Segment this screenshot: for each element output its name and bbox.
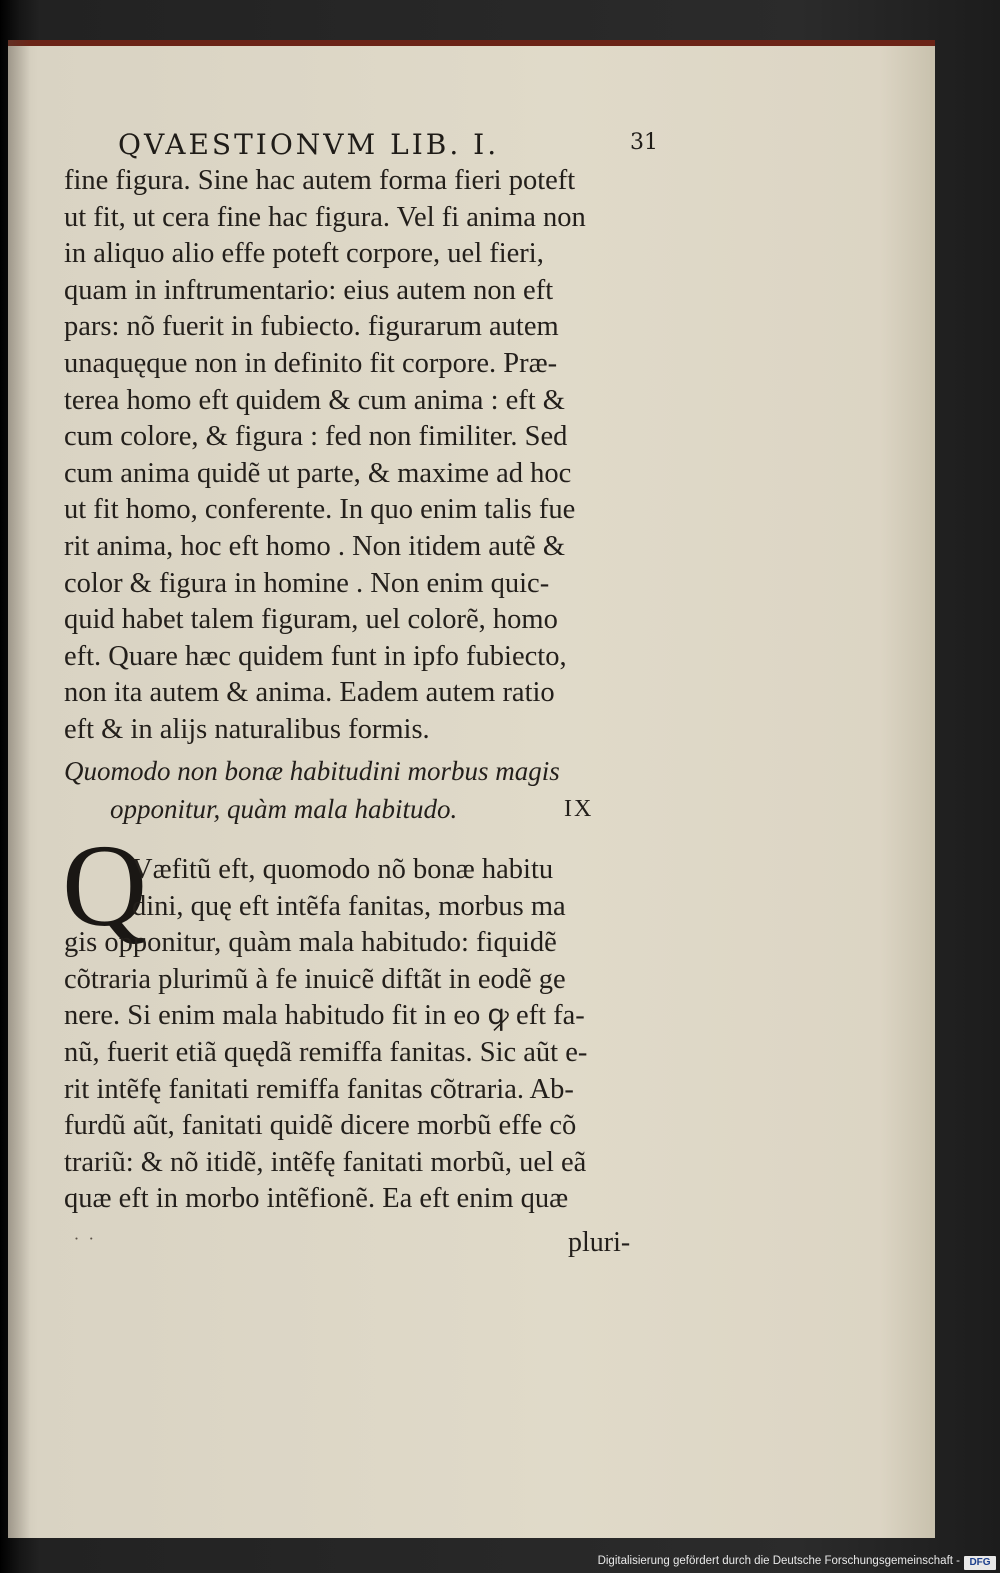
- text-line: quid habet talem figuram, uel colorẽ, homo: [64, 604, 558, 636]
- text-line: ut fit, ut cera fine hac figura. Vel fi anima non: [64, 201, 586, 233]
- gutter-shadow: [8, 40, 30, 1538]
- text-line: unaquęque non in definito fit corpore. Præ-: [64, 347, 558, 379]
- text-line: terea homo eft quidem & cum anima : eft &: [64, 384, 565, 416]
- text-line: ut fit homo, conferente. In quo enim talis fue: [64, 494, 576, 526]
- section-heading: [64, 752, 664, 828]
- text-line: gis opponitur, quàm mala habitudo: fiquidẽ: [64, 927, 557, 959]
- text-line: cum colore, & figura : fed non fimiliter. Sed: [64, 421, 568, 453]
- text-line: cum anima quidẽ ut parte, & maxime ad hoc: [64, 457, 572, 489]
- section-number: IX: [564, 796, 594, 822]
- text-line: trariũ: & nõ itidẽ, intẽfę fanitati morbũ, uel eã: [64, 1146, 587, 1178]
- text-line: quam in inftrumentario: eius autem non eft: [64, 274, 554, 306]
- dfg-logo: DFG: [964, 1556, 996, 1570]
- text-line: Væfitũ eft, quomodo nõ bonæ habitu: [132, 854, 554, 885]
- text-line: cõtraria plurimũ à fe inuicẽ diftãt in eodẽ ge: [64, 963, 566, 995]
- text-line: in aliquo alio effe poteft corpore, uel fieri,: [64, 238, 544, 270]
- section-paragraph: [64, 852, 664, 1218]
- text-line: dini, quę eft intẽfa fanitas, morbus ma: [132, 890, 566, 922]
- text-line: pars: nõ fuerit in fubiecto. figurarum autem: [64, 311, 559, 343]
- digitization-footer: [0, 1553, 1000, 1573]
- text-line: rit intẽfę fanitati remiffa fanitas cõtraria. Ab-: [64, 1073, 574, 1105]
- text-line: eft & in alijs naturalibus formis.: [64, 713, 430, 745]
- text-line: color & figura in homine . Non enim quic-: [64, 567, 550, 599]
- page-number: 31: [630, 130, 658, 155]
- text-line: eft. Quare hæc quidem funt in ipfo fubiecto,: [64, 640, 567, 672]
- page-header: [118, 128, 658, 168]
- text-line: fine figura. Sine hac autem forma fieri poteft: [64, 165, 576, 196]
- text-line: non ita autem & anima. Eadem autem ratio: [64, 677, 555, 709]
- text-line: nere. Si enim mala habitudo fit in eo ꝙ eft fa-: [64, 1000, 585, 1032]
- text-line: quæ eft in morbo intẽfionẽ. Ea eft enim quæ: [64, 1183, 569, 1215]
- section-heading-line: Quomodo non bonæ habitudini morbus magis: [64, 756, 560, 786]
- drop-capital: Q: [62, 820, 148, 951]
- catchword: pluri-: [568, 1227, 631, 1258]
- section-heading-line: [64, 790, 664, 828]
- text-line: rit anima, hoc eft homo . Non itidem autẽ &: [64, 530, 566, 562]
- section-heading-text: opponitur, quàm mala habitudo.: [110, 794, 458, 824]
- text-line: nũ, fuerit etiã quędã remiffa fanitas. Sic aũt e-: [64, 1036, 588, 1068]
- body-text: [64, 163, 664, 749]
- running-head: QVAESTIONVM LIB. I.: [118, 128, 500, 161]
- text-line: furdũ aũt, fanitati quidẽ dicere morbũ effe cõ: [64, 1110, 577, 1142]
- funding-credit: Digitalisierung gefördert durch die Deutsche Forschungsgemeinschaft -: [597, 1555, 960, 1567]
- ink-specks: ˙ ˙: [72, 1235, 96, 1256]
